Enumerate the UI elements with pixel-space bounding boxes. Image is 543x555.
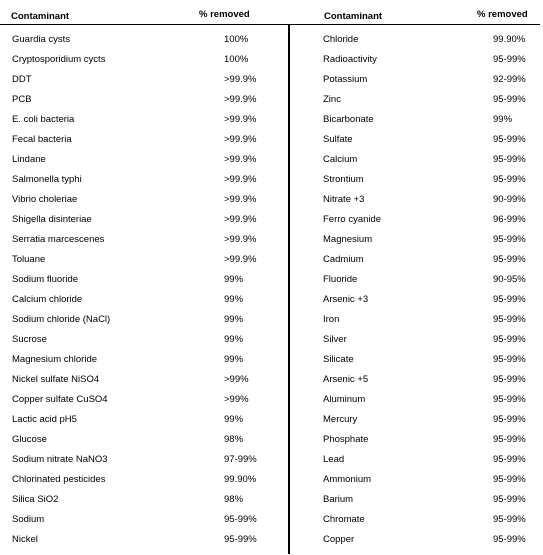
percent-removed: 95-99% xyxy=(493,494,526,505)
contaminant-name: Lactic acid pH5 xyxy=(12,414,77,425)
table-row xyxy=(288,210,543,230)
contaminant-name: E. coli bacteria xyxy=(12,114,75,125)
table-row xyxy=(0,350,288,370)
percent-removed: 95-99% xyxy=(493,154,526,165)
table-row xyxy=(0,370,288,390)
contaminant-name: Sulfate xyxy=(323,134,353,145)
contaminant-name: Barium xyxy=(323,494,354,505)
table-row xyxy=(0,290,288,310)
table-row xyxy=(288,290,543,310)
table-row xyxy=(288,470,543,490)
contaminant-name: Silicate xyxy=(323,354,354,365)
contaminant-name: DDT xyxy=(12,74,32,85)
table-row xyxy=(0,70,288,90)
contaminant-name: Sodium fluoride xyxy=(12,274,79,285)
contaminant-name: Arsenic +5 xyxy=(323,374,369,385)
percent-removed: 95-99% xyxy=(493,234,526,245)
contaminant-name: Phosphate xyxy=(323,434,369,445)
table-row xyxy=(288,490,543,510)
table-row xyxy=(0,110,288,130)
percent-removed: 98% xyxy=(224,434,244,445)
percent-removed: 90-95% xyxy=(493,274,526,285)
contaminant-name: Ammonium xyxy=(323,474,372,485)
contaminant-name: Arsenic +3 xyxy=(323,294,369,305)
table-row xyxy=(288,390,543,410)
table-row xyxy=(0,510,288,530)
percent-removed: >99.9% xyxy=(224,114,257,125)
percent-removed: >99.9% xyxy=(224,214,257,225)
table-row xyxy=(288,170,543,190)
table-row xyxy=(0,170,288,190)
table-row xyxy=(288,510,543,530)
table-row xyxy=(0,410,288,430)
percent-removed: 99% xyxy=(224,294,244,305)
percent-removed: >99.9% xyxy=(224,134,257,145)
table-row xyxy=(288,330,543,350)
table-row xyxy=(288,150,543,170)
table-row xyxy=(0,270,288,290)
percent-removed: 99% xyxy=(224,414,244,425)
contaminant-name: Cadmium xyxy=(323,254,364,265)
table-row xyxy=(0,330,288,350)
percent-removed: 95-99% xyxy=(224,534,257,545)
contaminant-name: Silica SiO2 xyxy=(12,494,59,505)
contaminant-name: Chromate xyxy=(323,514,365,525)
percent-removed: >99.9% xyxy=(224,194,257,205)
table-row xyxy=(0,490,288,510)
right-rows xyxy=(288,30,543,550)
percent-removed: >99.9% xyxy=(224,174,257,185)
table-row xyxy=(288,250,543,270)
contaminant-name: Potassium xyxy=(323,74,368,85)
contaminant-name: Serratia marcescenes xyxy=(12,234,105,245)
table-row xyxy=(288,190,543,210)
percent-removed: 97-99% xyxy=(224,454,257,465)
table-row xyxy=(0,450,288,470)
percent-removed: 99% xyxy=(224,334,244,345)
contaminant-name: Sodium chloride (NaCl) xyxy=(12,314,111,325)
contaminant-name: Salmonella typhi xyxy=(12,174,82,185)
table-row xyxy=(288,270,543,290)
contaminant-name: Sodium xyxy=(12,514,45,525)
contaminant-name: Glucose xyxy=(12,434,47,445)
percent-removed: 95-99% xyxy=(493,454,526,465)
table-row xyxy=(288,110,543,130)
contaminant-name: Fluoride xyxy=(323,274,358,285)
percent-removed: >99% xyxy=(224,394,249,405)
percent-removed: 95-99% xyxy=(493,374,526,385)
contaminant-name: Copper sulfate CuSO4 xyxy=(12,394,108,405)
percent-removed: 95-99% xyxy=(493,54,526,65)
percent-removed: >99.9% xyxy=(224,154,257,165)
percent-removed: >99.9% xyxy=(224,234,257,245)
table-row xyxy=(0,250,288,270)
table-row xyxy=(0,130,288,150)
table-row xyxy=(288,370,543,390)
table-row xyxy=(288,350,543,370)
percent-removed: 99% xyxy=(224,274,244,285)
percent-removed: 95-99% xyxy=(493,294,526,305)
percent-removed: 95-99% xyxy=(493,514,526,525)
table-row xyxy=(288,410,543,430)
percent-removed: 95-99% xyxy=(224,514,257,525)
header-removed: % removed xyxy=(477,9,528,20)
percent-removed: 95-99% xyxy=(493,94,526,105)
contaminant-name: Guardia cysts xyxy=(12,34,71,45)
contaminant-name: Cryptosporidium cycts xyxy=(12,54,106,65)
percent-removed: 100% xyxy=(224,54,249,65)
contaminant-name: Nickel xyxy=(12,534,38,545)
table-row xyxy=(288,90,543,110)
contaminant-name: Shigella disinteriae xyxy=(12,214,92,225)
contaminant-name: Zinc xyxy=(323,94,341,105)
contaminant-name: Radioactivity xyxy=(323,54,377,65)
percent-removed: >99% xyxy=(224,374,249,385)
percent-removed: 98% xyxy=(224,494,244,505)
table-row xyxy=(288,430,543,450)
table-row xyxy=(288,230,543,250)
table-row xyxy=(0,210,288,230)
table-row xyxy=(288,310,543,330)
contaminant-name: Strontium xyxy=(323,174,364,185)
table-row xyxy=(288,30,543,50)
contaminant-name: Calcium xyxy=(323,154,358,165)
header-contaminant: Contaminant xyxy=(11,11,70,22)
percent-removed: 99% xyxy=(493,114,513,125)
percent-removed: 95-99% xyxy=(493,314,526,325)
percent-removed: 99.90% xyxy=(224,474,257,485)
contaminant-name: Vibrio choleriae xyxy=(12,194,78,205)
contaminant-name: Mercury xyxy=(323,414,358,425)
percent-removed: 99.90% xyxy=(493,34,526,45)
contaminant-name: Magnesium chloride xyxy=(12,354,98,365)
percent-removed: 95-99% xyxy=(493,354,526,365)
percent-removed: 95-99% xyxy=(493,174,526,185)
table-row xyxy=(288,130,543,150)
table-row xyxy=(288,530,543,550)
contaminant-name: Ferro cyanide xyxy=(323,214,382,225)
header-contaminant: Contaminant xyxy=(324,11,383,22)
table-row xyxy=(0,230,288,250)
table-row xyxy=(0,190,288,210)
table-row xyxy=(0,430,288,450)
contaminant-name: Chlorinated pesticides xyxy=(12,474,106,485)
table-row xyxy=(0,50,288,70)
table-row xyxy=(0,530,288,550)
percent-removed: 95-99% xyxy=(493,394,526,405)
left-header-rule xyxy=(0,24,288,25)
table-row xyxy=(0,150,288,170)
contaminant-name: Sucrose xyxy=(12,334,47,345)
contaminant-name: Nitrate +3 xyxy=(323,194,365,205)
table-row xyxy=(0,470,288,490)
contaminant-name: Lead xyxy=(323,454,345,465)
contaminant-name: Aluminum xyxy=(323,394,366,405)
header-removed: % removed xyxy=(199,9,250,20)
table-row xyxy=(0,30,288,50)
contaminant-name: Silver xyxy=(323,334,347,345)
percent-removed: >99.9% xyxy=(224,74,257,85)
percent-removed: 96-99% xyxy=(493,214,526,225)
left-rows xyxy=(0,30,288,550)
contaminant-name: Magnesium xyxy=(323,234,373,245)
percent-removed: 90-99% xyxy=(493,194,526,205)
table-row xyxy=(288,50,543,70)
percent-removed: 95-99% xyxy=(493,254,526,265)
contaminant-name: Chloride xyxy=(323,34,359,45)
table-row xyxy=(288,70,543,90)
percent-removed: >99.9% xyxy=(224,94,257,105)
right-header-rule xyxy=(288,24,540,25)
table-row xyxy=(0,90,288,110)
percent-removed: 95-99% xyxy=(493,534,526,545)
contaminant-name: Lindane xyxy=(12,154,46,165)
table-row xyxy=(288,450,543,470)
contaminant-name: Bicarbonate xyxy=(323,114,374,125)
percent-removed: >99.9% xyxy=(224,254,257,265)
percent-removed: 100% xyxy=(224,34,249,45)
percent-removed: 95-99% xyxy=(493,414,526,425)
contaminant-name: Calcium chloride xyxy=(12,294,83,305)
contaminant-name: Iron xyxy=(323,314,340,325)
percent-removed: 95-99% xyxy=(493,334,526,345)
table-row xyxy=(0,390,288,410)
percent-removed: 92-99% xyxy=(493,74,526,85)
percent-removed: 95-99% xyxy=(493,134,526,145)
percent-removed: 99% xyxy=(224,314,244,325)
percent-removed: 95-99% xyxy=(493,434,526,445)
contaminant-name: Copper xyxy=(323,534,355,545)
table-row xyxy=(0,310,288,330)
percent-removed: 99% xyxy=(224,354,244,365)
percent-removed: 95-99% xyxy=(493,474,526,485)
contaminant-name: Toluane xyxy=(12,254,46,265)
contaminant-name: Sodium nitrate NaNO3 xyxy=(12,454,108,465)
contaminant-name: Nickel sulfate NiSO4 xyxy=(12,374,100,385)
contaminant-name: Fecal bacteria xyxy=(12,134,72,145)
contaminant-name: PCB xyxy=(12,94,32,105)
